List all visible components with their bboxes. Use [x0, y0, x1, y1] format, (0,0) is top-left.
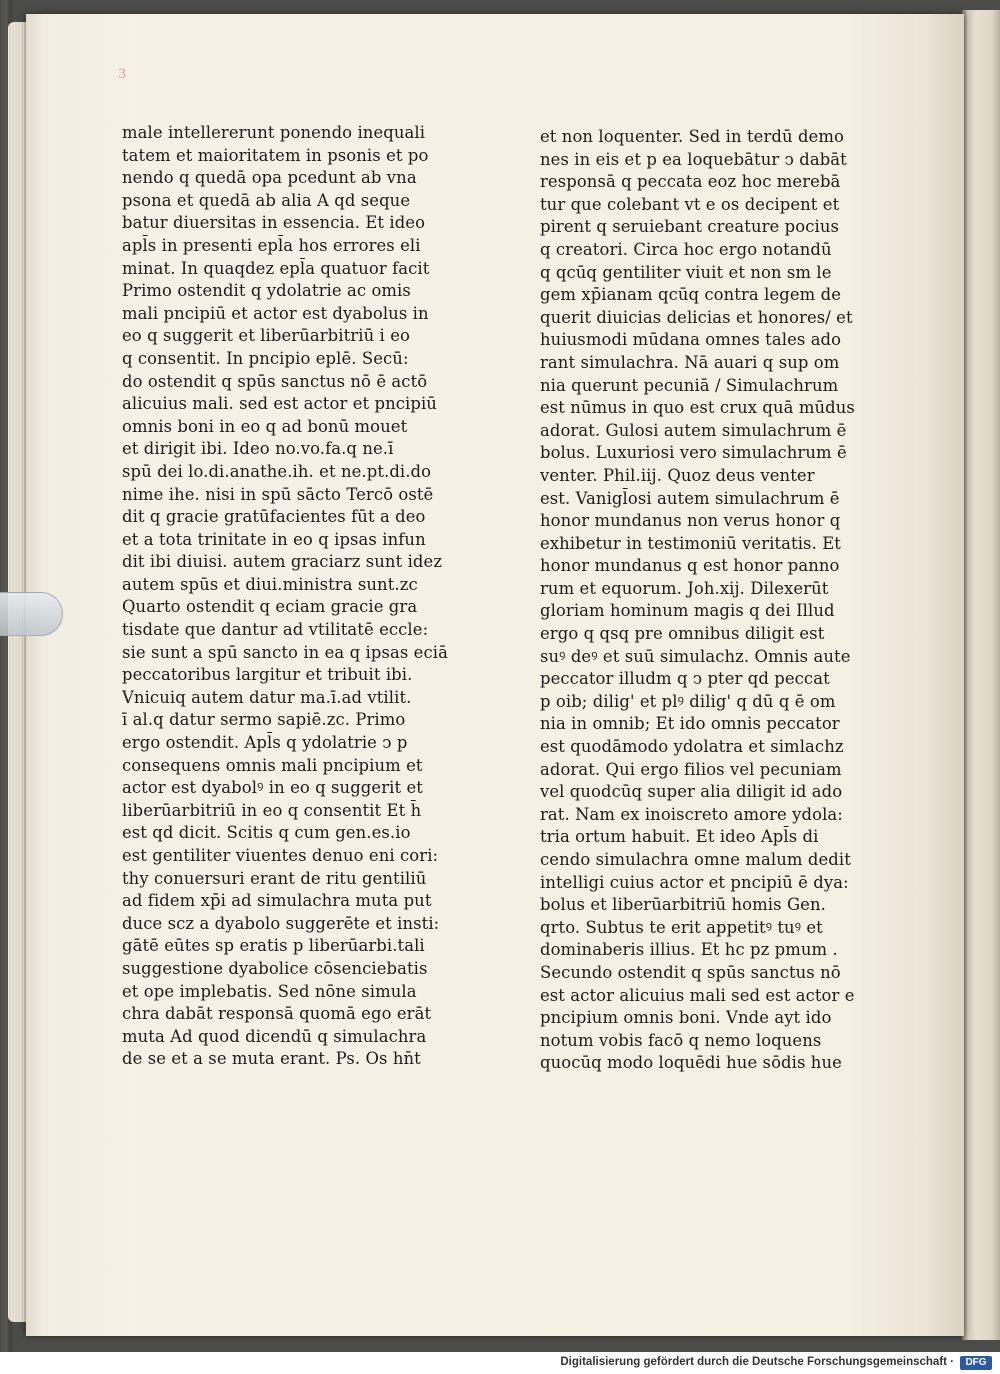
text-line: suggestione dyabolice cōsenciebatis — [122, 958, 428, 978]
text-column-right — [540, 126, 858, 1075]
text-line: duce scz a dyabolo suggerēte et insti: — [122, 913, 440, 933]
funding-notice: Digitalisierung gefördert durch die Deutsche Forschungsgemeinschaft · — [560, 1356, 954, 1368]
text-line: do ostendit q spūs sanctus nō ē actō — [122, 371, 428, 391]
text-line: Vnicuiq autem datur ma.ī.ad vtilit. — [122, 687, 412, 707]
text-line: autem spūs et diui.ministra sunt.zc — [122, 574, 418, 594]
text-line: tur que colebant vt e os decipent et — [540, 194, 840, 214]
text-line: Primo ostendit q ydolatrie ac omis — [122, 281, 411, 301]
text-line: tatem et maioritatem in psonis et po — [122, 145, 429, 165]
text-line: p oib; dilig' et plꝰ dilig' q dū q ē om — [540, 691, 836, 711]
text-line: nime ihe. nisi in spū sācto Tercō ostē — [122, 484, 434, 504]
text-line: thy conuersuri erant de ritu gentiliū — [122, 868, 427, 888]
text-line: rat. Nam ex inoiscreto amore ydola: — [540, 804, 843, 824]
text-line: alicuius mali. sed est actor et pncipiū — [122, 394, 437, 414]
text-line: liberūarbitriū in eo q consentit Et h̄ — [122, 800, 422, 820]
text-line: et non loquenter. Sed in terdū demo — [540, 127, 844, 146]
text-line: est qd dicit. Scitis q cum gen.es.io — [122, 823, 411, 843]
text-line: chra dabāt responsā quomā ego erāt — [122, 1004, 432, 1024]
text-line: cendo simulachra omne malum dedit — [540, 850, 851, 869]
text-line: q consentit. In pncipio eplē. Secū: — [122, 348, 409, 368]
text-line: q qcūq gentiliter viuit et non sm le — [540, 262, 832, 282]
text-column-left — [122, 122, 462, 1071]
text-line: dit q gracie gratūfacientes fūt a deo — [122, 507, 426, 527]
text-line: venter. Phil.iij. Quoz deus venter — [540, 465, 815, 485]
text-line: quocūq modo loquēdi hue sōdis hue — [540, 1053, 842, 1073]
text-line: tria ortum habuit. Et ideo Apl̄s di — [540, 827, 819, 847]
text-line: adorat. Qui ergo filios vel pecuniam — [540, 759, 842, 779]
text-line: omnis boni in eo q ad bonū mouet — [122, 416, 408, 436]
text-line: est nūmus in quo est crux quā mūdus — [540, 398, 855, 418]
text-line: ī al.q datur sermo sapiē.zc. Primo — [122, 710, 406, 730]
text-line: tisdate que dantur ad vtilitatē eccle: — [122, 620, 429, 640]
text-line: suꝰ deꝰ et suū simulachz. Omnis aute — [540, 646, 851, 666]
text-line: eo q suggerit et liberūarbitriū i eo — [122, 326, 410, 346]
text-line: psona et quedā ab alia A qd seque — [122, 190, 411, 210]
text-line: muta Ad quod dicendū q simulachra — [122, 1026, 427, 1046]
text-line: honor mundanus non verus honor q — [540, 511, 841, 531]
text-line: dominaberis illius. Et hc pz pmum . — [540, 940, 838, 960]
text-line: exhibetur in testimoniū veritatis. Et — [540, 533, 841, 553]
dfg-logo: DFG — [960, 1356, 992, 1370]
text-line: est gentiliter viuentes denuo eni cori: — [122, 846, 439, 865]
text-line: querit diuicias delicias et honores/ et — [540, 307, 853, 327]
text-line: gātē eūtes sp eratis p liberūarbi.tali — [122, 936, 425, 956]
text-line: minat. In quaqdez epl̄a quatuor facit — [122, 258, 430, 278]
text-line: nendo q quedā opa pcedunt ab vna — [122, 168, 417, 188]
text-line: responsā q peccata eoz hoc merebā — [540, 172, 841, 192]
text-line: intelligi cuius actor et pncipiū ē dya: — [540, 872, 849, 892]
text-line: et dirigit ibi. Ideo no.vo.fa.q ne.ī — [122, 439, 394, 459]
text-line: Secundo ostendit q spūs sanctus nō — [540, 962, 841, 982]
text-line: apl̄s in presenti epl̄a hos errores eli — [122, 235, 421, 255]
text-line: rant simulachra. Nā auari q sup om — [540, 352, 840, 372]
text-line: peccator illudm q ↄ pter qd peccat — [540, 669, 830, 689]
text-line: huiusmodi mūdana omnes tales ado — [540, 330, 842, 350]
text-line: rum et equorum. Joh.xij. Dilexerūt — [540, 578, 829, 598]
text-line: spū dei lo.di.anathe.ih. et ne.pt.di.do — [122, 461, 432, 481]
text-line: pirent q seruiebant creature pocius — [540, 217, 840, 237]
text-line: dit ibi diuisi. autem graciarz sunt idez — [122, 552, 443, 572]
text-line: q creatori. Circa hoc ergo notandū — [540, 239, 832, 259]
text-line: nia querunt pecuniā / Simulachrum — [540, 375, 839, 395]
text-line: gem xp̄ianam qcūq contra legem de — [540, 285, 841, 305]
text-line: bolus et liberūarbitriū homis Gen. — [540, 895, 826, 915]
text-line: et a tota trinitate in eo q ipsas infun — [122, 529, 426, 549]
text-line: nes in eis et p ea loquebātur ↄ dabāt — [540, 149, 847, 169]
page-clip — [0, 592, 63, 636]
text-line: adorat. Gulosi autem simulachrum ē — [540, 420, 847, 440]
text-line: est quodāmodo ydolatra et simlachz — [540, 737, 844, 757]
right-book-edge — [962, 10, 1000, 1340]
footer-bar — [0, 1352, 1000, 1374]
text-line: est actor alicuius mali sed est actor e — [540, 985, 855, 1005]
text-line: mali pncipiū et actor est dyabolus in — [122, 303, 429, 323]
text-line: ergo q qsq pre omnibus diligit est — [540, 624, 825, 644]
text-line: ergo ostendit. Apl̄s q ydolatrie ↄ p — [122, 733, 408, 753]
text-line: male intellererunt ponendo inequali — [122, 123, 426, 142]
text-line: sie sunt a spū sancto in ea q ipsas eciā — [122, 642, 448, 662]
text-line: actor est dyabolꝰ in eo q suggerit et — [122, 778, 423, 798]
text-line: peccatoribus largitur et tribuit ibi. — [122, 665, 413, 685]
text-line: vel quodcūq super alia diligit id ado — [540, 782, 843, 802]
text-line: qrto. Subtus te erit appetitꝰ tuꝰ et — [540, 917, 823, 937]
text-line: nia in omnib; Et ido omnis peccator — [540, 714, 840, 734]
text-line: pncipium omnis boni. Vnde ayt ido — [540, 1008, 832, 1028]
text-line: de se et a se muta erant. Ps. Os hn̄t — [122, 1049, 421, 1069]
text-line: notum vobis facō q nemo loquens — [540, 1030, 822, 1050]
text-line: batur diuersitas in essencia. Et ideo — [122, 213, 426, 233]
text-line: Quarto ostendit q eciam gracie gra — [122, 597, 418, 617]
text-line: ad fidem xp̄i ad simulachra muta put — [122, 891, 432, 911]
text-line: bolus. Luxuriosi vero simulachrum ē — [540, 443, 847, 463]
text-line: honor mundanus q est honor panno — [540, 556, 840, 576]
text-line: consequens omnis mali pncipium et — [122, 755, 423, 775]
folio-mark: 3 — [118, 67, 127, 82]
text-line: et ope implebatis. Sed nōne simula — [122, 981, 417, 1001]
text-line: gloriam hominum magis q dei Illud — [540, 601, 835, 621]
text-line: est. Vanigl̄osi autem simulachrum ē — [540, 488, 840, 508]
